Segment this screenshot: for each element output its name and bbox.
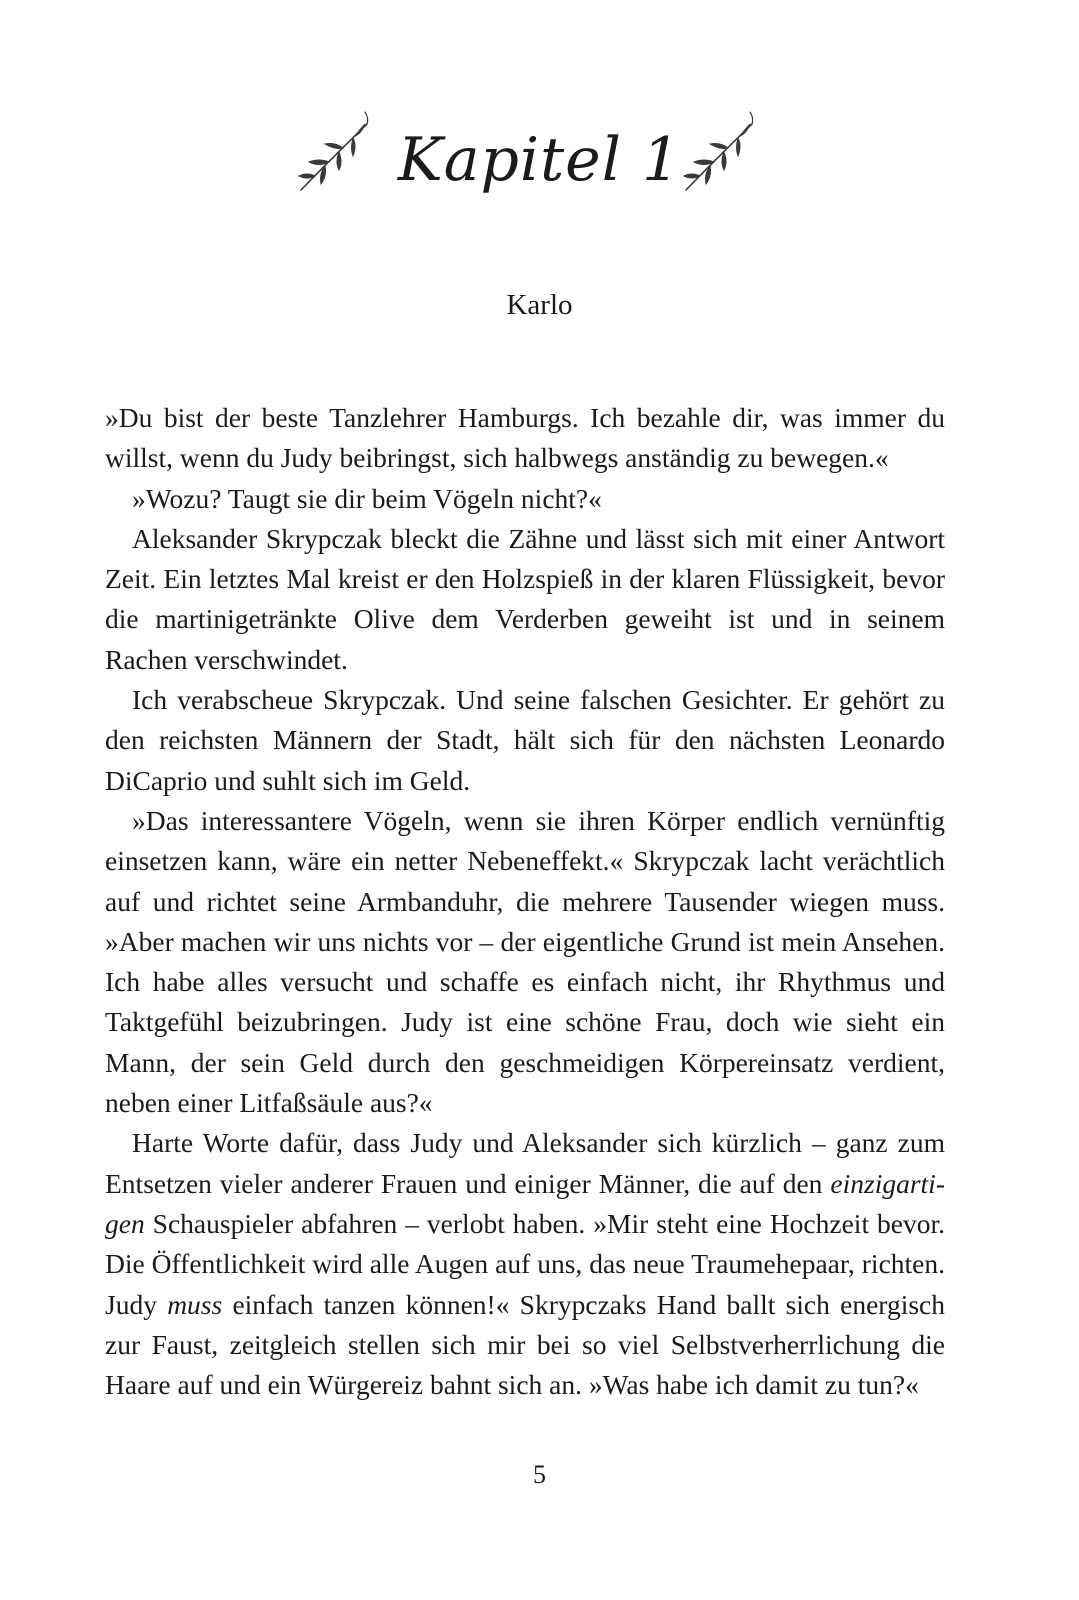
paragraph <box>105 398 945 479</box>
paragraph <box>105 479 945 519</box>
text-segment: »Das interessantere Vögeln, wenn sie ihren Körper endlich vernünftig einsetzen kann, wäre ein netter Nebeneffekt.« Skrypczak lacht verächtlich auf und richtet seine Armbanduhr, die mehrere Tausender wiegen muss. »Aber machen wir uns nichts vor – der eigentliche Grund ist mein Ansehen. Ich habe alles versucht und schaffe es einfach nicht, ihr Rhythmus und Taktgefühl beizubringen. Judy ist eine schöne Frau, doch wie sieht ein Mann, der sein Geld durch den geschmeidigen Körpereinsatz verdient, neben einer Litfaßsäule aus?« <box>105 804 945 1119</box>
text-segment: Schauspieler abfahren – verlobt haben. »Mir steht eine Hochzeit bevor. Die Öffentlichkeit wird alle Augen auf uns, das neue Traumehepaar, richten. Judy <box>105 1207 945 1320</box>
text-segment: Ich verabscheue Skrypczak. Und seine falschen Gesichter. Er gehört zu den reichsten Männern der Stadt, hält sich für den nächsten Leonardo DiCaprio und suhlt sich im Geld. <box>105 684 945 796</box>
text-segment: »Wozu? Taugt sie dir beim Vögeln nicht?« <box>132 482 602 514</box>
paragraph <box>105 801 945 1123</box>
paragraph <box>105 1123 945 1405</box>
text-segment: Harte Worte dafür, dass Judy und Aleksander sich kürzlich – ganz zum Entsetzen vieler anderer Frauen und einiger Männer, die auf den <box>105 1127 945 1199</box>
text-segment: einfach tanzen können!« Skrypczaks Hand ballt sich energisch zur Faust, zeitgleich stellen sich mir bei so viel Selbstverherrlichung die Haare auf und ein Würgereiz bahnt sich an. »Was habe ich damit zu tun?« <box>105 1288 945 1401</box>
chapter-body-text <box>105 398 945 1405</box>
italic-text: muss <box>167 1288 223 1320</box>
leaf-branch-ornament-right-icon <box>680 110 760 200</box>
text-segment: »Du bist der beste Tanzlehrer Hamburgs. Ich bezahle dir, was immer du willst, wenn du Judy beibringst, sich halbwegs anständig zu bewegen.« <box>105 402 945 474</box>
chapter-title: Kapitel 1 <box>397 125 682 195</box>
paragraph <box>105 519 945 680</box>
italic-text: einzigartigen <box>105 1167 945 1239</box>
page-number: 5 <box>533 1460 546 1489</box>
text-segment: Aleksander Skrypczak bleckt die Zähne und lässt sich mit einer Antwort Zeit. Ein letztes Mal kreist er den Holzspieß in der klaren Flüssigkeit, bevor die martinigetränkte Olive dem Verderben geweiht ist und in seinem Rachen verschwindet. <box>105 522 945 675</box>
paragraph <box>105 680 945 801</box>
chapter-header <box>0 100 1079 220</box>
section-narrator-name: Karlo <box>506 289 573 321</box>
